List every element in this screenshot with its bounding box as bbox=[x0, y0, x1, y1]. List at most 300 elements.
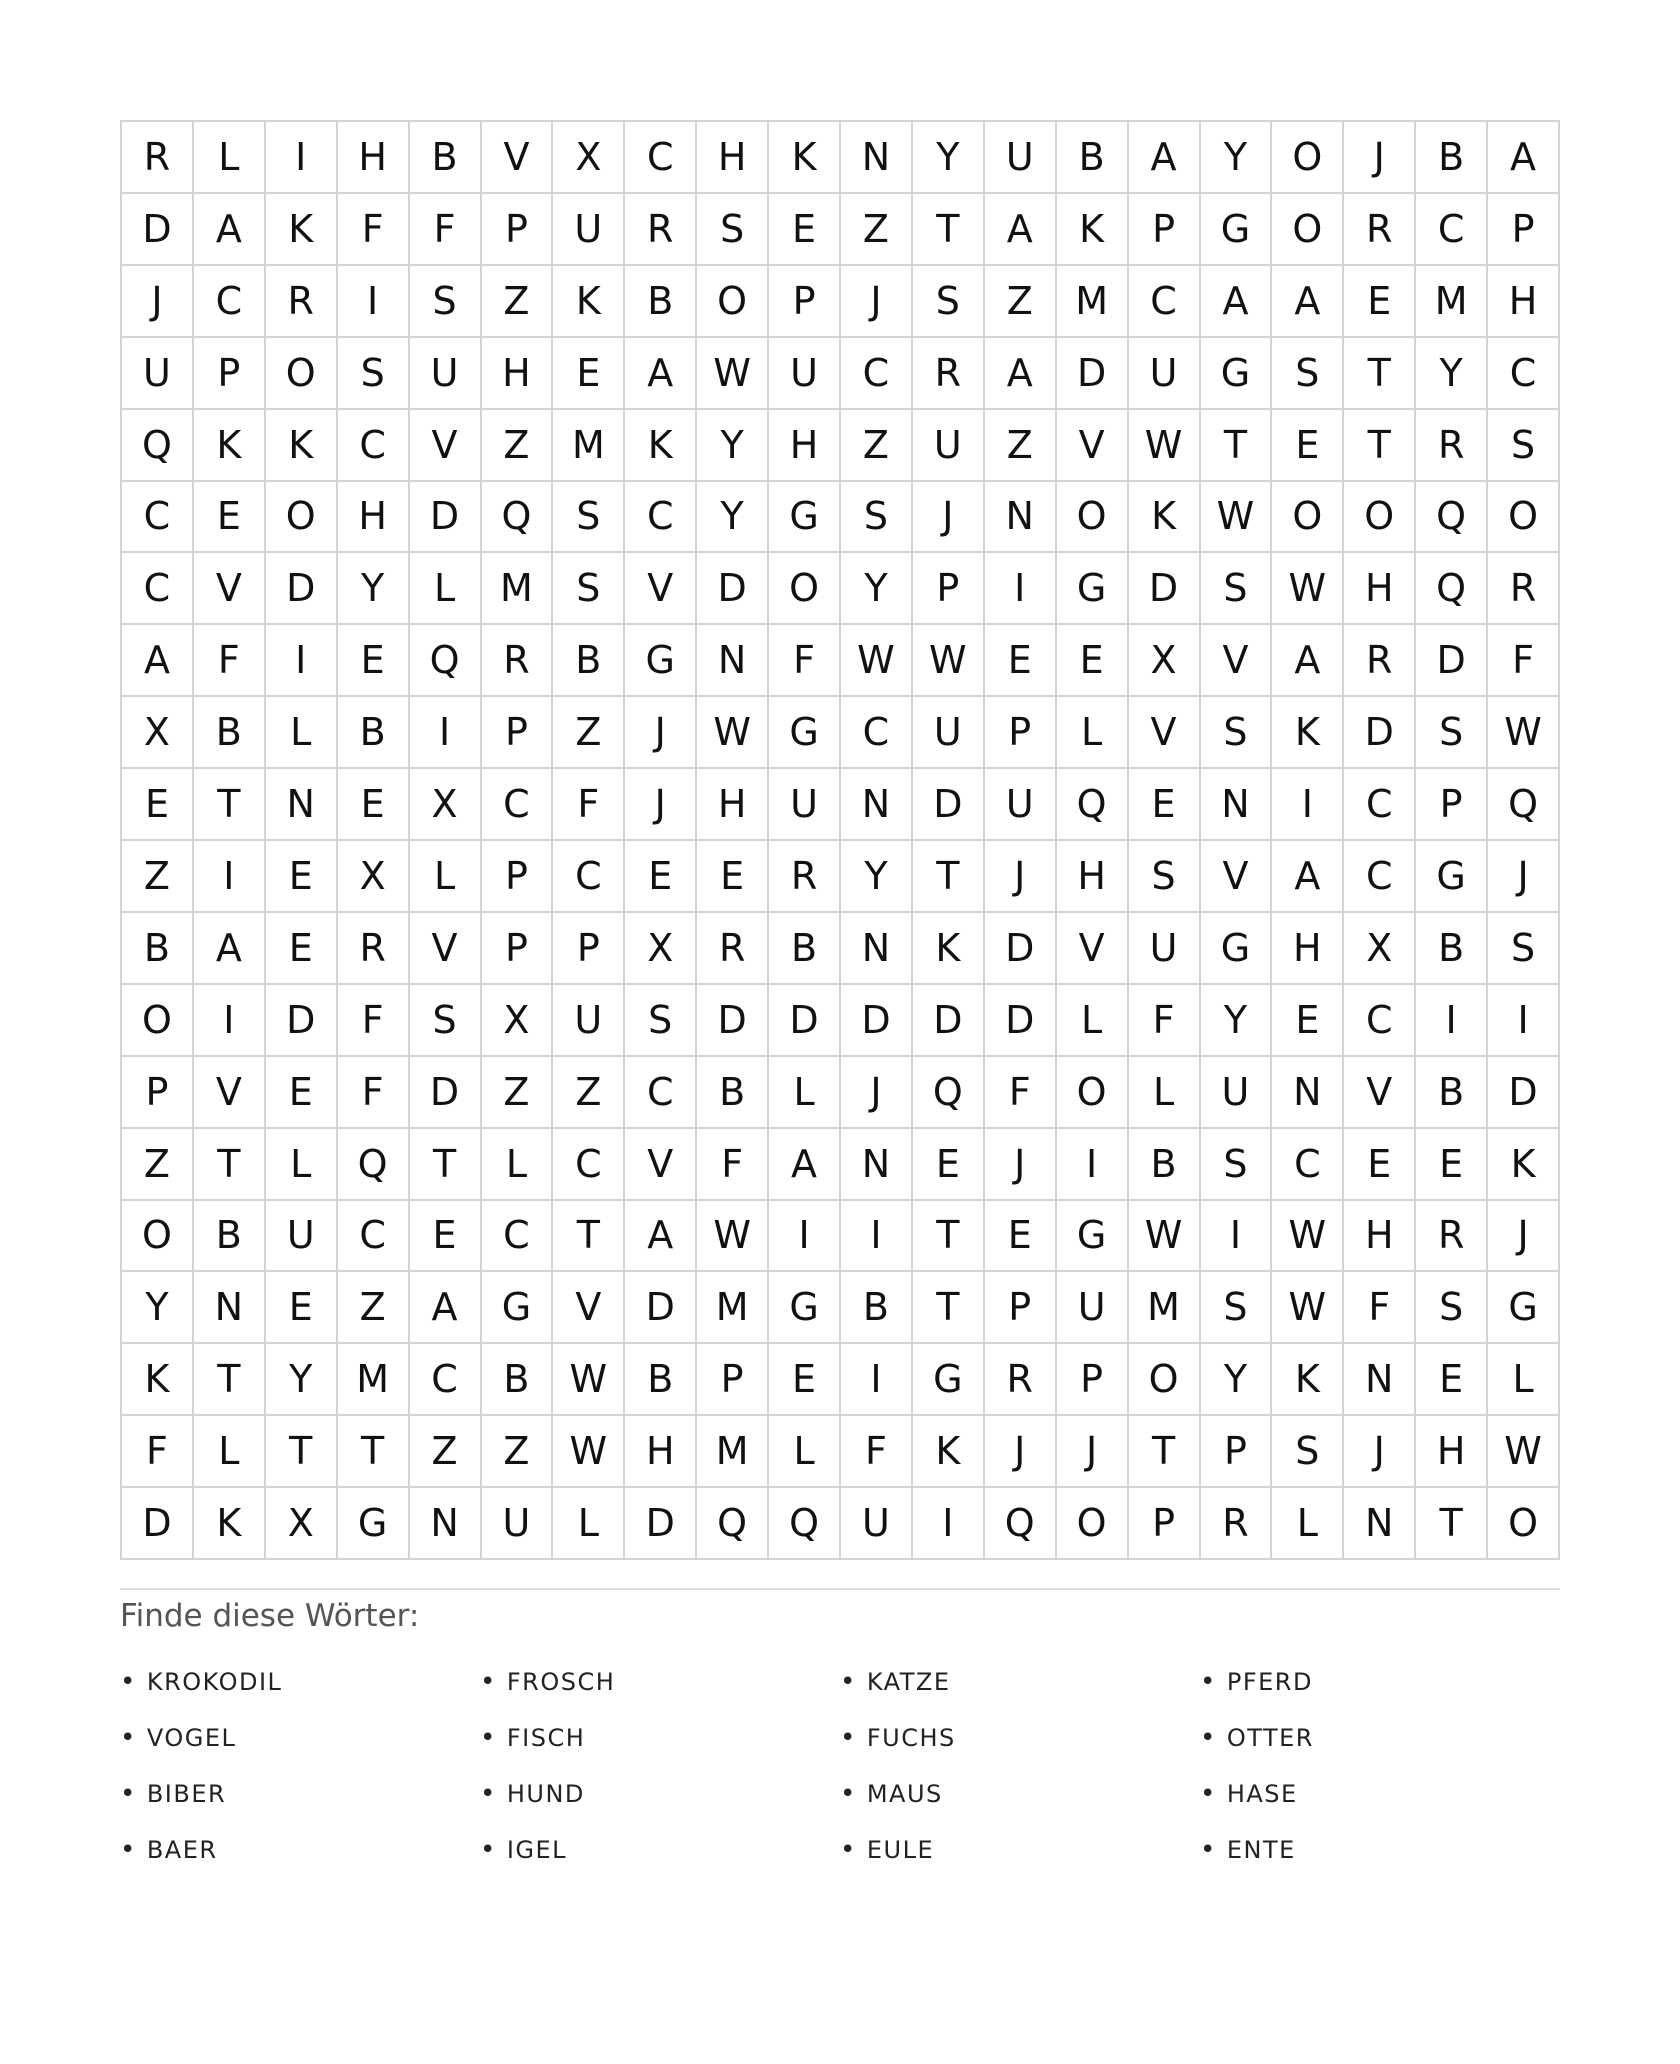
grid-cell[interactable]: X bbox=[266, 1488, 338, 1560]
grid-cell[interactable]: B bbox=[697, 1057, 769, 1129]
grid-cell[interactable]: R bbox=[769, 841, 841, 913]
grid-cell[interactable]: Y bbox=[1416, 338, 1488, 410]
grid-cell[interactable]: D bbox=[1129, 553, 1201, 625]
grid-cell[interactable]: F bbox=[697, 1129, 769, 1201]
grid-cell[interactable]: H bbox=[482, 338, 554, 410]
grid-cell[interactable]: C bbox=[482, 1201, 554, 1273]
grid-cell[interactable]: O bbox=[1272, 482, 1344, 554]
grid-cell[interactable]: V bbox=[1057, 913, 1129, 985]
grid-cell[interactable]: P bbox=[985, 697, 1057, 769]
grid-cell[interactable]: P bbox=[553, 913, 625, 985]
grid-cell[interactable]: B bbox=[122, 913, 194, 985]
grid-cell[interactable]: J bbox=[841, 266, 913, 338]
grid-cell[interactable]: L bbox=[410, 841, 482, 913]
grid-cell[interactable]: V bbox=[194, 553, 266, 625]
grid-cell[interactable]: C bbox=[338, 1201, 410, 1273]
grid-cell[interactable]: R bbox=[913, 338, 985, 410]
grid-cell[interactable]: S bbox=[625, 985, 697, 1057]
grid-cell[interactable]: J bbox=[1488, 841, 1560, 913]
grid-cell[interactable]: C bbox=[1129, 266, 1201, 338]
grid-cell[interactable]: C bbox=[625, 1057, 697, 1129]
grid-cell[interactable]: Q bbox=[1057, 769, 1129, 841]
grid-cell[interactable]: T bbox=[1344, 410, 1416, 482]
grid-cell[interactable]: V bbox=[625, 1129, 697, 1201]
grid-cell[interactable]: E bbox=[1344, 266, 1416, 338]
grid-cell[interactable]: L bbox=[410, 553, 482, 625]
grid-cell[interactable]: D bbox=[122, 1488, 194, 1560]
grid-cell[interactable]: K bbox=[1272, 697, 1344, 769]
grid-cell[interactable]: U bbox=[553, 985, 625, 1057]
grid-cell[interactable]: W bbox=[1129, 1201, 1201, 1273]
grid-cell[interactable]: G bbox=[769, 697, 841, 769]
grid-cell[interactable]: I bbox=[266, 625, 338, 697]
grid-cell[interactable]: N bbox=[841, 769, 913, 841]
grid-cell[interactable]: H bbox=[338, 482, 410, 554]
grid-cell[interactable]: E bbox=[338, 625, 410, 697]
grid-cell[interactable]: Y bbox=[841, 841, 913, 913]
grid-cell[interactable]: S bbox=[1272, 338, 1344, 410]
grid-cell[interactable]: I bbox=[410, 697, 482, 769]
grid-cell[interactable]: B bbox=[553, 625, 625, 697]
grid-cell[interactable]: T bbox=[194, 1344, 266, 1416]
grid-cell[interactable]: P bbox=[482, 194, 554, 266]
grid-cell[interactable]: D bbox=[1488, 1057, 1560, 1129]
grid-cell[interactable]: O bbox=[122, 985, 194, 1057]
grid-cell[interactable]: K bbox=[1129, 482, 1201, 554]
grid-cell[interactable]: D bbox=[266, 553, 338, 625]
grid-cell[interactable]: F bbox=[338, 985, 410, 1057]
grid-cell[interactable]: D bbox=[1416, 625, 1488, 697]
grid-cell[interactable]: E bbox=[1057, 625, 1129, 697]
grid-cell[interactable]: D bbox=[769, 985, 841, 1057]
grid-cell[interactable]: S bbox=[1272, 1416, 1344, 1488]
grid-cell[interactable]: U bbox=[482, 1488, 554, 1560]
grid-cell[interactable]: S bbox=[1129, 841, 1201, 913]
grid-cell[interactable]: O bbox=[1272, 194, 1344, 266]
grid-cell[interactable]: R bbox=[625, 194, 697, 266]
grid-cell[interactable]: E bbox=[266, 841, 338, 913]
grid-cell[interactable]: K bbox=[553, 266, 625, 338]
grid-cell[interactable]: I bbox=[266, 122, 338, 194]
grid-cell[interactable]: G bbox=[1057, 553, 1129, 625]
grid-cell[interactable]: I bbox=[841, 1201, 913, 1273]
grid-cell[interactable]: K bbox=[1272, 1344, 1344, 1416]
grid-cell[interactable]: Z bbox=[841, 194, 913, 266]
grid-cell[interactable]: L bbox=[194, 122, 266, 194]
grid-cell[interactable]: W bbox=[1272, 1272, 1344, 1344]
grid-cell[interactable]: D bbox=[122, 194, 194, 266]
grid-cell[interactable]: B bbox=[1416, 913, 1488, 985]
grid-cell[interactable]: F bbox=[985, 1057, 1057, 1129]
grid-cell[interactable]: I bbox=[1057, 1129, 1129, 1201]
grid-cell[interactable]: M bbox=[697, 1272, 769, 1344]
grid-cell[interactable]: U bbox=[985, 122, 1057, 194]
grid-cell[interactable]: F bbox=[338, 194, 410, 266]
grid-cell[interactable]: P bbox=[1488, 194, 1560, 266]
grid-cell[interactable]: D bbox=[697, 985, 769, 1057]
grid-cell[interactable]: S bbox=[553, 553, 625, 625]
grid-cell[interactable]: T bbox=[913, 841, 985, 913]
grid-cell[interactable]: Y bbox=[1201, 122, 1273, 194]
grid-cell[interactable]: B bbox=[1057, 122, 1129, 194]
grid-cell[interactable]: T bbox=[553, 1201, 625, 1273]
grid-cell[interactable]: U bbox=[841, 1488, 913, 1560]
grid-cell[interactable]: W bbox=[1272, 553, 1344, 625]
grid-cell[interactable]: Z bbox=[482, 266, 554, 338]
grid-cell[interactable]: P bbox=[482, 841, 554, 913]
grid-cell[interactable]: Y bbox=[338, 553, 410, 625]
grid-cell[interactable]: D bbox=[266, 985, 338, 1057]
grid-cell[interactable]: T bbox=[338, 1416, 410, 1488]
grid-cell[interactable]: C bbox=[1344, 769, 1416, 841]
grid-cell[interactable]: F bbox=[1129, 985, 1201, 1057]
grid-cell[interactable]: N bbox=[410, 1488, 482, 1560]
grid-cell[interactable]: F bbox=[338, 1057, 410, 1129]
grid-cell[interactable]: E bbox=[769, 1344, 841, 1416]
grid-cell[interactable]: Q bbox=[697, 1488, 769, 1560]
grid-cell[interactable]: X bbox=[1129, 625, 1201, 697]
grid-cell[interactable]: O bbox=[1344, 482, 1416, 554]
grid-cell[interactable]: S bbox=[1488, 410, 1560, 482]
grid-cell[interactable]: I bbox=[841, 1344, 913, 1416]
grid-cell[interactable]: H bbox=[1344, 1201, 1416, 1273]
grid-cell[interactable]: G bbox=[913, 1344, 985, 1416]
grid-cell[interactable]: C bbox=[194, 266, 266, 338]
grid-cell[interactable]: X bbox=[482, 985, 554, 1057]
grid-cell[interactable]: V bbox=[1201, 625, 1273, 697]
grid-cell[interactable]: J bbox=[985, 1416, 1057, 1488]
grid-cell[interactable]: V bbox=[410, 913, 482, 985]
grid-cell[interactable]: E bbox=[1129, 769, 1201, 841]
grid-cell[interactable]: O bbox=[266, 482, 338, 554]
grid-cell[interactable]: J bbox=[1057, 1416, 1129, 1488]
grid-cell[interactable]: C bbox=[1272, 1129, 1344, 1201]
grid-cell[interactable]: O bbox=[1057, 1488, 1129, 1560]
grid-cell[interactable]: O bbox=[122, 1201, 194, 1273]
grid-cell[interactable]: Q bbox=[1488, 769, 1560, 841]
grid-cell[interactable]: K bbox=[625, 410, 697, 482]
grid-cell[interactable]: Q bbox=[1416, 482, 1488, 554]
grid-cell[interactable]: Y bbox=[841, 553, 913, 625]
grid-cell[interactable]: C bbox=[338, 410, 410, 482]
grid-cell[interactable]: T bbox=[410, 1129, 482, 1201]
grid-cell[interactable]: A bbox=[625, 338, 697, 410]
grid-cell[interactable]: D bbox=[913, 985, 985, 1057]
grid-cell[interactable]: S bbox=[1416, 697, 1488, 769]
grid-cell[interactable]: N bbox=[1344, 1488, 1416, 1560]
grid-cell[interactable]: G bbox=[1057, 1201, 1129, 1273]
grid-cell[interactable]: T bbox=[1416, 1488, 1488, 1560]
grid-cell[interactable]: C bbox=[122, 482, 194, 554]
grid-cell[interactable]: E bbox=[266, 1272, 338, 1344]
grid-cell[interactable]: S bbox=[697, 194, 769, 266]
grid-cell[interactable]: M bbox=[338, 1344, 410, 1416]
grid-cell[interactable]: A bbox=[1272, 625, 1344, 697]
grid-cell[interactable]: L bbox=[1488, 1344, 1560, 1416]
grid-cell[interactable]: E bbox=[1272, 410, 1344, 482]
grid-cell[interactable]: W bbox=[841, 625, 913, 697]
grid-cell[interactable]: U bbox=[410, 338, 482, 410]
grid-cell[interactable]: X bbox=[122, 697, 194, 769]
grid-cell[interactable]: U bbox=[122, 338, 194, 410]
grid-cell[interactable]: I bbox=[1201, 1201, 1273, 1273]
grid-cell[interactable]: J bbox=[625, 769, 697, 841]
grid-cell[interactable]: L bbox=[194, 1416, 266, 1488]
grid-cell[interactable]: Z bbox=[122, 841, 194, 913]
grid-cell[interactable]: C bbox=[625, 482, 697, 554]
grid-cell[interactable]: E bbox=[122, 769, 194, 841]
grid-cell[interactable]: M bbox=[482, 553, 554, 625]
grid-cell[interactable]: T bbox=[1201, 410, 1273, 482]
grid-cell[interactable]: B bbox=[625, 1344, 697, 1416]
grid-cell[interactable]: M bbox=[553, 410, 625, 482]
grid-cell[interactable]: C bbox=[410, 1344, 482, 1416]
grid-cell[interactable]: Q bbox=[769, 1488, 841, 1560]
grid-cell[interactable]: W bbox=[913, 625, 985, 697]
grid-cell[interactable]: D bbox=[1344, 697, 1416, 769]
grid-cell[interactable]: J bbox=[1344, 1416, 1416, 1488]
grid-cell[interactable]: F bbox=[1344, 1272, 1416, 1344]
grid-cell[interactable]: S bbox=[1201, 1272, 1273, 1344]
grid-cell[interactable]: A bbox=[985, 194, 1057, 266]
grid-cell[interactable]: U bbox=[553, 194, 625, 266]
grid-cell[interactable]: A bbox=[1272, 266, 1344, 338]
grid-cell[interactable]: A bbox=[1129, 122, 1201, 194]
grid-cell[interactable]: U bbox=[913, 410, 985, 482]
grid-cell[interactable]: Z bbox=[553, 697, 625, 769]
grid-cell[interactable]: P bbox=[482, 697, 554, 769]
grid-cell[interactable]: Q bbox=[338, 1129, 410, 1201]
grid-cell[interactable]: E bbox=[194, 482, 266, 554]
grid-cell[interactable]: W bbox=[697, 697, 769, 769]
grid-cell[interactable]: A bbox=[1272, 841, 1344, 913]
grid-cell[interactable]: J bbox=[841, 1057, 913, 1129]
grid-cell[interactable]: J bbox=[122, 266, 194, 338]
grid-cell[interactable]: J bbox=[985, 1129, 1057, 1201]
grid-cell[interactable]: A bbox=[122, 625, 194, 697]
grid-cell[interactable]: X bbox=[625, 913, 697, 985]
grid-cell[interactable]: Z bbox=[985, 266, 1057, 338]
grid-cell[interactable]: H bbox=[1344, 553, 1416, 625]
grid-cell[interactable]: B bbox=[338, 697, 410, 769]
grid-cell[interactable]: Z bbox=[482, 1416, 554, 1488]
grid-cell[interactable]: H bbox=[1272, 913, 1344, 985]
grid-cell[interactable]: Z bbox=[338, 1272, 410, 1344]
grid-cell[interactable]: V bbox=[553, 1272, 625, 1344]
grid-cell[interactable]: J bbox=[913, 482, 985, 554]
grid-cell[interactable]: C bbox=[841, 697, 913, 769]
grid-cell[interactable]: Y bbox=[697, 482, 769, 554]
grid-cell[interactable]: D bbox=[985, 913, 1057, 985]
grid-cell[interactable]: A bbox=[194, 194, 266, 266]
grid-cell[interactable]: T bbox=[1129, 1416, 1201, 1488]
grid-cell[interactable]: S bbox=[1201, 697, 1273, 769]
grid-cell[interactable]: P bbox=[1201, 1416, 1273, 1488]
grid-cell[interactable]: R bbox=[1344, 194, 1416, 266]
grid-cell[interactable]: I bbox=[338, 266, 410, 338]
grid-cell[interactable]: W bbox=[1488, 1416, 1560, 1488]
grid-cell[interactable]: K bbox=[1488, 1129, 1560, 1201]
grid-cell[interactable]: O bbox=[1057, 482, 1129, 554]
grid-cell[interactable]: U bbox=[266, 1201, 338, 1273]
grid-cell[interactable]: E bbox=[1416, 1344, 1488, 1416]
grid-cell[interactable]: D bbox=[625, 1272, 697, 1344]
grid-cell[interactable]: N bbox=[1344, 1344, 1416, 1416]
grid-cell[interactable]: E bbox=[266, 913, 338, 985]
grid-cell[interactable]: X bbox=[410, 769, 482, 841]
grid-cell[interactable]: X bbox=[338, 841, 410, 913]
grid-cell[interactable]: D bbox=[625, 1488, 697, 1560]
grid-cell[interactable]: P bbox=[194, 338, 266, 410]
grid-cell[interactable]: Z bbox=[410, 1416, 482, 1488]
grid-cell[interactable]: I bbox=[194, 985, 266, 1057]
grid-cell[interactable]: F bbox=[410, 194, 482, 266]
grid-cell[interactable]: V bbox=[482, 122, 554, 194]
grid-cell[interactable]: B bbox=[625, 266, 697, 338]
grid-cell[interactable]: B bbox=[410, 122, 482, 194]
grid-cell[interactable]: E bbox=[985, 1201, 1057, 1273]
grid-cell[interactable]: I bbox=[1488, 985, 1560, 1057]
grid-cell[interactable]: P bbox=[1057, 1344, 1129, 1416]
grid-cell[interactable]: S bbox=[913, 266, 985, 338]
grid-cell[interactable]: G bbox=[1416, 841, 1488, 913]
grid-cell[interactable]: T bbox=[194, 769, 266, 841]
grid-cell[interactable]: N bbox=[841, 122, 913, 194]
grid-cell[interactable]: C bbox=[625, 122, 697, 194]
grid-cell[interactable]: Y bbox=[1201, 985, 1273, 1057]
grid-cell[interactable]: M bbox=[1057, 266, 1129, 338]
grid-cell[interactable]: Y bbox=[697, 410, 769, 482]
grid-cell[interactable]: C bbox=[482, 769, 554, 841]
grid-cell[interactable]: V bbox=[1344, 1057, 1416, 1129]
grid-cell[interactable]: S bbox=[410, 266, 482, 338]
grid-cell[interactable]: E bbox=[697, 841, 769, 913]
grid-cell[interactable]: Q bbox=[985, 1488, 1057, 1560]
grid-cell[interactable]: J bbox=[985, 841, 1057, 913]
grid-cell[interactable]: V bbox=[1129, 697, 1201, 769]
grid-cell[interactable]: A bbox=[194, 913, 266, 985]
grid-cell[interactable]: Q bbox=[482, 482, 554, 554]
grid-cell[interactable]: H bbox=[1488, 266, 1560, 338]
grid-cell[interactable]: C bbox=[553, 1129, 625, 1201]
grid-cell[interactable]: F bbox=[122, 1416, 194, 1488]
grid-cell[interactable]: M bbox=[1129, 1272, 1201, 1344]
grid-cell[interactable]: R bbox=[1416, 1201, 1488, 1273]
grid-cell[interactable]: A bbox=[985, 338, 1057, 410]
grid-cell[interactable]: J bbox=[1344, 122, 1416, 194]
grid-cell[interactable]: N bbox=[841, 913, 913, 985]
grid-cell[interactable]: K bbox=[913, 913, 985, 985]
grid-cell[interactable]: I bbox=[1416, 985, 1488, 1057]
grid-cell[interactable]: K bbox=[769, 122, 841, 194]
grid-cell[interactable]: U bbox=[769, 769, 841, 841]
grid-cell[interactable]: G bbox=[769, 1272, 841, 1344]
grid-cell[interactable]: H bbox=[697, 122, 769, 194]
grid-cell[interactable]: C bbox=[553, 841, 625, 913]
grid-cell[interactable]: A bbox=[769, 1129, 841, 1201]
grid-cell[interactable]: D bbox=[841, 985, 913, 1057]
grid-cell[interactable]: B bbox=[841, 1272, 913, 1344]
grid-cell[interactable]: Q bbox=[410, 625, 482, 697]
grid-cell[interactable]: H bbox=[697, 769, 769, 841]
grid-cell[interactable]: J bbox=[1488, 1201, 1560, 1273]
grid-cell[interactable]: O bbox=[1057, 1057, 1129, 1129]
grid-cell[interactable]: T bbox=[266, 1416, 338, 1488]
grid-cell[interactable]: R bbox=[1344, 625, 1416, 697]
grid-cell[interactable]: O bbox=[769, 553, 841, 625]
grid-cell[interactable]: B bbox=[194, 697, 266, 769]
grid-cell[interactable]: Y bbox=[122, 1272, 194, 1344]
grid-cell[interactable]: B bbox=[1416, 1057, 1488, 1129]
grid-cell[interactable]: Y bbox=[266, 1344, 338, 1416]
grid-cell[interactable]: L bbox=[482, 1129, 554, 1201]
grid-cell[interactable]: E bbox=[1344, 1129, 1416, 1201]
grid-cell[interactable]: Z bbox=[841, 410, 913, 482]
grid-cell[interactable]: C bbox=[1344, 985, 1416, 1057]
grid-cell[interactable]: T bbox=[913, 194, 985, 266]
grid-cell[interactable]: G bbox=[338, 1488, 410, 1560]
grid-cell[interactable]: B bbox=[194, 1201, 266, 1273]
grid-cell[interactable]: I bbox=[769, 1201, 841, 1273]
grid-cell[interactable]: S bbox=[841, 482, 913, 554]
grid-cell[interactable]: C bbox=[841, 338, 913, 410]
grid-cell[interactable]: D bbox=[410, 1057, 482, 1129]
grid-cell[interactable]: U bbox=[913, 697, 985, 769]
grid-cell[interactable]: S bbox=[1416, 1272, 1488, 1344]
grid-cell[interactable]: P bbox=[985, 1272, 1057, 1344]
grid-cell[interactable]: V bbox=[1057, 410, 1129, 482]
grid-cell[interactable]: W bbox=[1201, 482, 1273, 554]
grid-cell[interactable]: Z bbox=[985, 410, 1057, 482]
grid-cell[interactable]: V bbox=[625, 553, 697, 625]
grid-cell[interactable]: S bbox=[1488, 913, 1560, 985]
grid-cell[interactable]: F bbox=[1488, 625, 1560, 697]
grid-cell[interactable]: P bbox=[1129, 1488, 1201, 1560]
grid-cell[interactable]: N bbox=[266, 769, 338, 841]
grid-cell[interactable]: S bbox=[1201, 1129, 1273, 1201]
grid-cell[interactable]: U bbox=[985, 769, 1057, 841]
grid-cell[interactable]: L bbox=[1129, 1057, 1201, 1129]
grid-cell[interactable]: F bbox=[841, 1416, 913, 1488]
grid-cell[interactable]: Q bbox=[913, 1057, 985, 1129]
grid-cell[interactable]: D bbox=[1057, 338, 1129, 410]
grid-cell[interactable]: Z bbox=[553, 1057, 625, 1129]
grid-cell[interactable]: R bbox=[985, 1344, 1057, 1416]
grid-cell[interactable]: O bbox=[1272, 122, 1344, 194]
grid-cell[interactable]: C bbox=[1416, 194, 1488, 266]
grid-cell[interactable]: D bbox=[985, 985, 1057, 1057]
grid-cell[interactable]: R bbox=[1488, 553, 1560, 625]
grid-cell[interactable]: G bbox=[1488, 1272, 1560, 1344]
grid-cell[interactable]: Z bbox=[482, 410, 554, 482]
grid-cell[interactable]: L bbox=[266, 697, 338, 769]
grid-cell[interactable]: Q bbox=[122, 410, 194, 482]
grid-cell[interactable]: Q bbox=[1416, 553, 1488, 625]
grid-cell[interactable]: V bbox=[194, 1057, 266, 1129]
grid-cell[interactable]: H bbox=[338, 122, 410, 194]
grid-cell[interactable]: O bbox=[266, 338, 338, 410]
grid-cell[interactable]: F bbox=[553, 769, 625, 841]
grid-cell[interactable]: A bbox=[1201, 266, 1273, 338]
grid-cell[interactable]: S bbox=[410, 985, 482, 1057]
grid-cell[interactable]: E bbox=[769, 194, 841, 266]
grid-cell[interactable]: U bbox=[1129, 913, 1201, 985]
grid-cell[interactable]: P bbox=[482, 913, 554, 985]
grid-cell[interactable]: U bbox=[1057, 1272, 1129, 1344]
grid-cell[interactable]: K bbox=[266, 410, 338, 482]
grid-cell[interactable]: P bbox=[1416, 769, 1488, 841]
grid-cell[interactable]: K bbox=[266, 194, 338, 266]
